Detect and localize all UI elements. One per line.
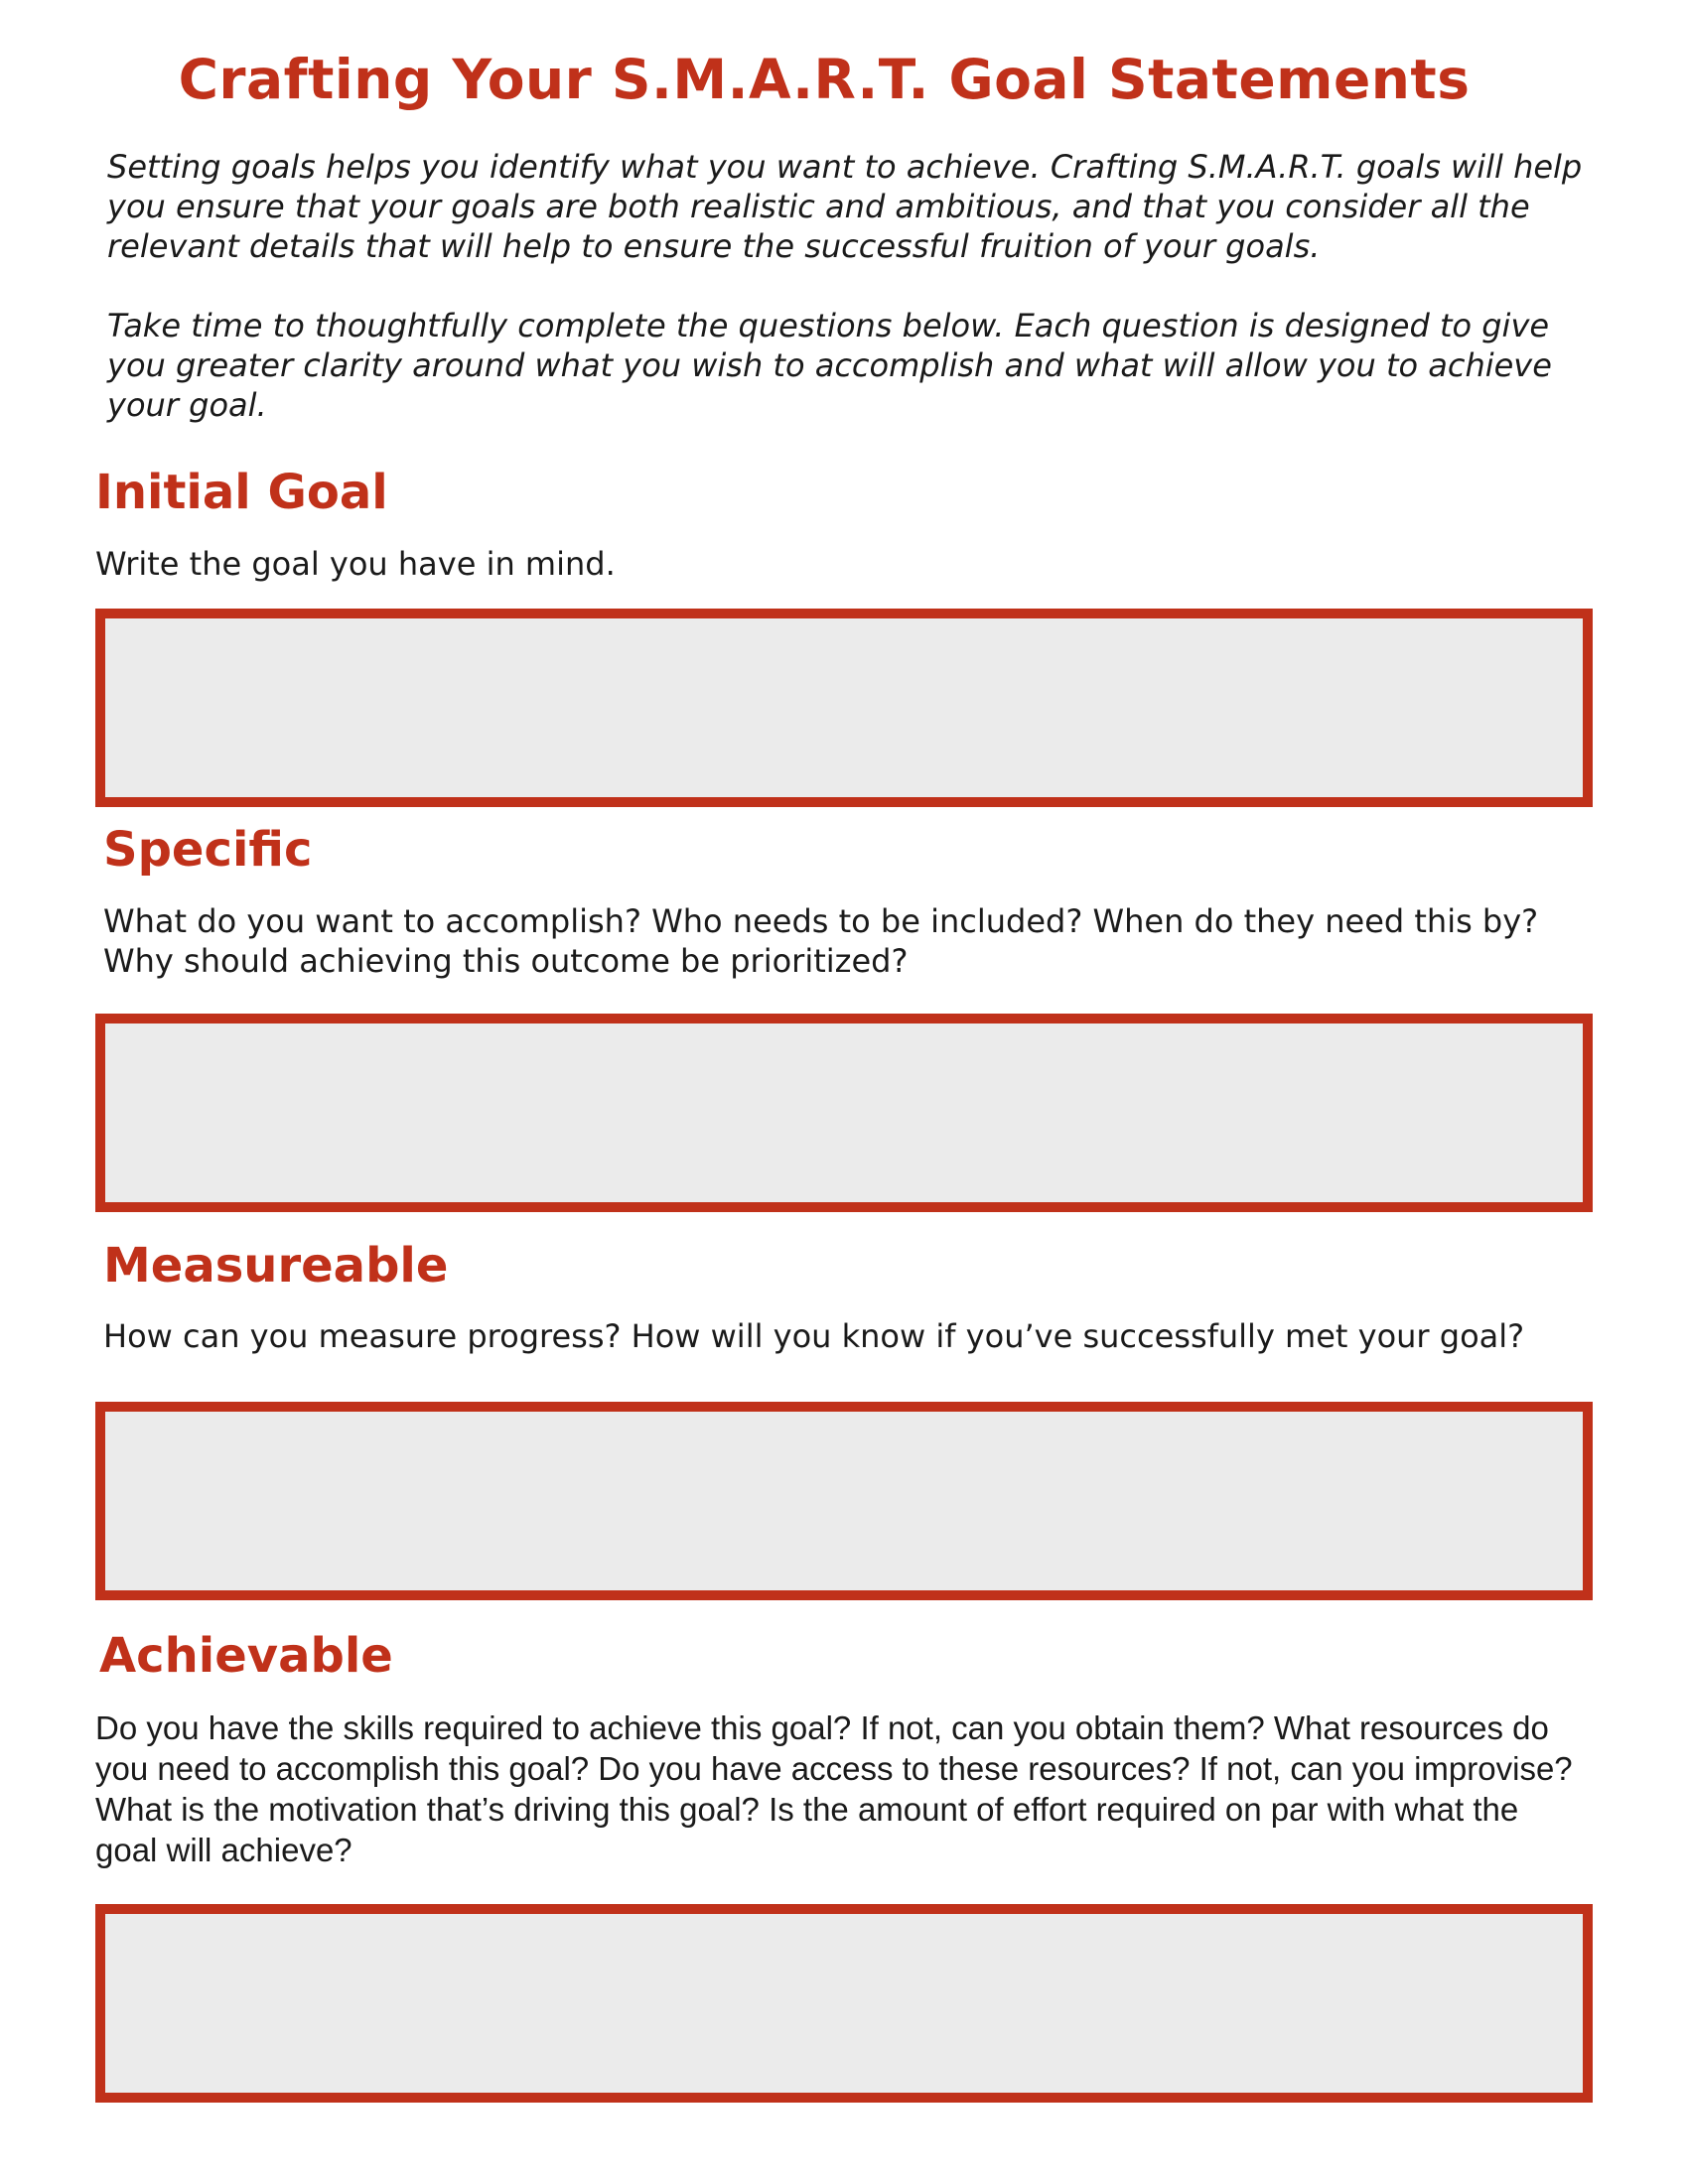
initial-goal-answer-field[interactable]: [95, 609, 1593, 807]
intro-paragraph: Setting goals helps you identify what you want to achieve. Crafting S.M.A.R.T. goals will help you ensure that your goals are both realistic and ambitious, and that you consider all the relevant details that will help to ensure the successful fruition of your goals.: [107, 148, 1583, 265]
section-prompt-initial-goal: Write the goal you have in mind.: [95, 545, 616, 583]
section-heading-specific: Specific: [103, 822, 313, 878]
section-heading-measureable: Measureable: [103, 1238, 449, 1294]
achievable-answer-field[interactable]: [95, 1904, 1593, 2103]
section-prompt-achievable: Do you have the skills required to achieve this goal? If not, can you obtain them? What resources do you need to accomplish this goal? Do you have access to these resources? If not, can you improvise? What is the motivation that’s driving this goal? Is the amount of effort required on par with what the goal will achieve?: [95, 1709, 1573, 1868]
specific-answer-field[interactable]: [95, 1014, 1593, 1212]
section-prompt-specific: What do you want to accomplish? Who needs to be included? When do they need this by? Why should achieving this outcome be prioritized?: [103, 902, 1539, 980]
intro-paragraph: Take time to thoughtfully complete the questions below. Each question is designed to give you greater clarity around what you wish to accomplish and what will allow you to achieve your goal.: [107, 307, 1552, 424]
section-heading-achievable: Achievable: [99, 1628, 393, 1684]
section-heading-initial-goal: Initial Goal: [95, 465, 388, 520]
page-title: Crafting Your S.M.A.R.T. Goal Statements: [178, 48, 1471, 111]
measureable-answer-field[interactable]: [95, 1402, 1593, 1600]
section-prompt-measureable: How can you measure progress? How will you know if you’ve successfully met your goal?: [103, 1317, 1525, 1355]
